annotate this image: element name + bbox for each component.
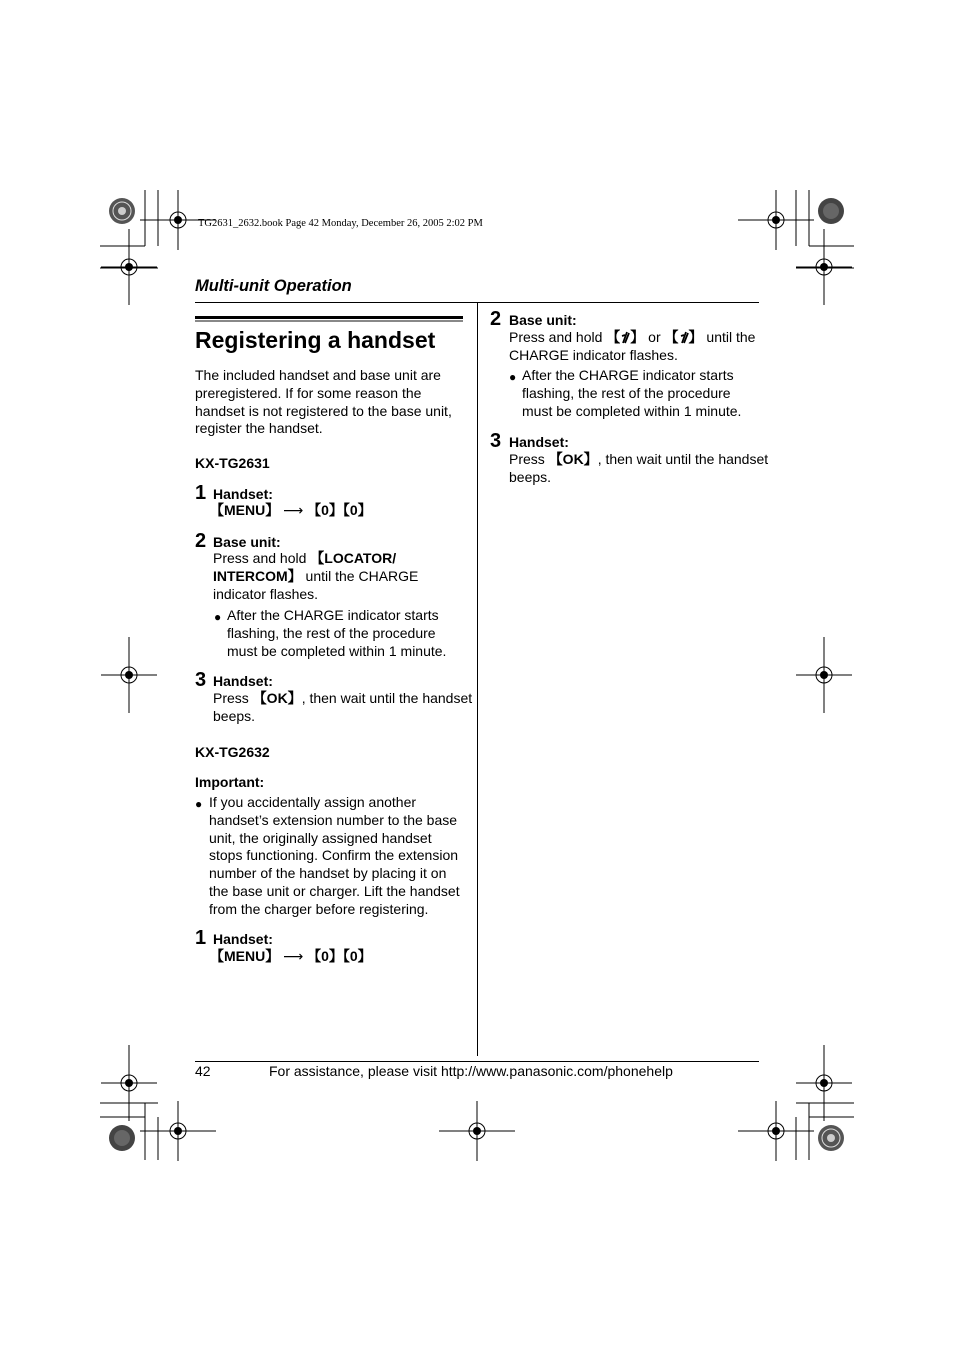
step-label: Handset:: [509, 434, 569, 450]
important-text: If you accidentally assign another handset’s extension number to the base unit, the originally assigned handset stops functioning. Confirm the extension number of the handset by placing it on the base unit or charger. Lift the handset from the charger before registering.: [209, 794, 460, 917]
intro-paragraph: [195, 367, 452, 438]
phone-intercom-icon: [679, 331, 689, 344]
step-label: Handset:: [213, 673, 273, 689]
step-line: INTERCOM】 until the CHARGE: [213, 567, 419, 584]
bullet-text: After the CHARGE indicator starts flashing, the rest of the procedure must be completed within 1 minute.: [227, 607, 447, 659]
step-number: 1: [195, 482, 207, 504]
title-bar: [195, 316, 463, 319]
step-number: 3: [195, 669, 207, 691]
step-body: [213, 690, 472, 726]
step-number: 3: [490, 430, 502, 452]
zero-zero-keys: 【0】【0】: [307, 502, 372, 518]
step-label: Base unit:: [509, 312, 577, 328]
step-label: Handset:: [213, 931, 273, 947]
step-line: Press and hold 【LOCATOR/: [213, 550, 397, 566]
ok-key: 【OK】: [252, 690, 302, 706]
step-body: [509, 329, 755, 365]
step-label: Handset:: [213, 486, 273, 502]
arrow-icon: ⟶: [283, 502, 304, 518]
bullet-icon: ●: [195, 797, 203, 811]
intro-line: The included handset and base unit are: [195, 367, 441, 383]
page-title: Registering a handset: [195, 327, 436, 353]
intercom-key: INTERCOM】: [213, 567, 302, 584]
step-body: [210, 948, 372, 966]
intro-line: register the handset.: [195, 420, 323, 437]
footer-link-text[interactable]: For assistance, please visit http://www.panasonic.com/phonehelp: [269, 1063, 673, 1079]
bullet-text: After the CHARGE indicator starts flashing, the rest of the procedure must be completed within 1 minute.: [522, 367, 742, 419]
title-bar-shadow: [195, 320, 463, 322]
step-line: indicator flashes.: [213, 585, 319, 602]
locator-key: 【LOCATOR/: [310, 550, 397, 566]
step-number: 2: [490, 308, 502, 330]
footer-rule: [195, 1061, 759, 1062]
step-line: beeps.: [213, 707, 256, 724]
model-heading: KX-TG2631: [195, 455, 270, 471]
menu-key: 【MENU】: [210, 502, 280, 518]
step-body: [509, 451, 768, 487]
step-line: Press 【OK】, then wait until the handset: [509, 451, 769, 467]
step-body: [213, 550, 418, 603]
bullet-icon: ●: [509, 370, 517, 384]
menu-key: 【MENU】: [210, 948, 280, 964]
important-label: Important:: [195, 774, 265, 790]
step-line: Press 【OK】, then wait until the handset: [213, 690, 473, 706]
step-body: [210, 502, 372, 520]
page-number: 42: [195, 1063, 211, 1079]
step-number: 2: [195, 530, 207, 552]
step-line: CHARGE indicator flashes.: [509, 346, 678, 363]
arrow-icon: ⟶: [283, 948, 304, 964]
step-label: Base unit:: [213, 534, 281, 550]
step-line: beeps.: [509, 468, 552, 485]
ok-key: 【OK】: [548, 451, 598, 467]
step-number: 1: [195, 927, 207, 949]
bullet-icon: ●: [214, 610, 222, 624]
intro-line: preregistered. If for some reason the: [195, 384, 422, 401]
zero-zero-keys: 【0】【0】: [307, 948, 372, 964]
model-heading: KX-TG2632: [195, 744, 270, 760]
step-line: Press and hold 【 】 or 【 】 until the: [509, 329, 756, 345]
section-header: Multi-unit Operation: [195, 277, 352, 295]
print-info: TG2631_2632.book Page 42 Monday, December 26, 2005 2:02 PM: [198, 218, 483, 229]
phone-intercom-icon: [620, 331, 630, 344]
intro-line: handset is not registered to the base unit,: [195, 402, 452, 419]
column-divider: [477, 303, 478, 1056]
